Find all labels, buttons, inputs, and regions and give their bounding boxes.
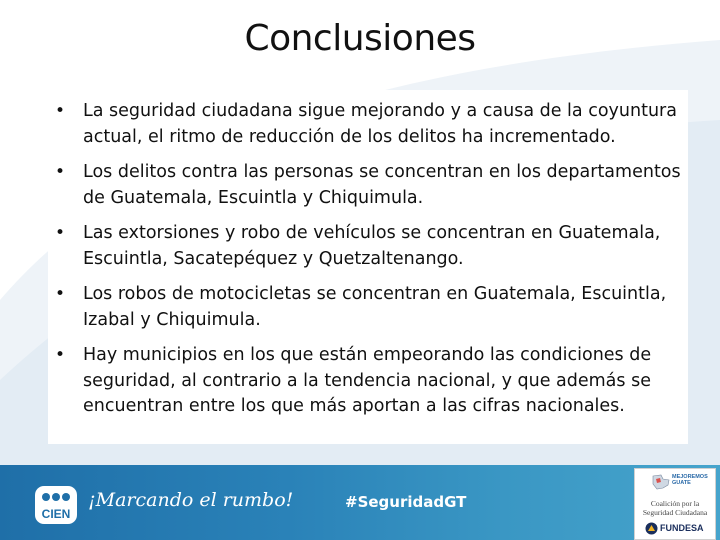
bullet-item xyxy=(52,343,682,420)
slogan: ¡Marcando el rumbo! xyxy=(88,489,294,511)
bullet-text: Los delitos contra las personas se concentran en los departamentos de Guatemala, Escuintla y Chiquimula. xyxy=(83,162,681,208)
bullet-dot: • xyxy=(55,101,66,121)
fundesa-logo xyxy=(645,522,713,536)
bullet-text: Las extorsiones y robo de vehículos se concentran en Guatemala, Escuintla, Sacatepéquez y Quetzaltenango. xyxy=(83,223,661,269)
bullet-item xyxy=(52,221,682,272)
bullet-dot: • xyxy=(55,345,66,365)
cien-logo-text: CIEN xyxy=(41,507,71,521)
guatemala-map-icon xyxy=(651,474,671,490)
cien-logo xyxy=(34,485,78,525)
hashtag: #SeguridadGT xyxy=(345,493,467,511)
bullet-text: Los robos de motocicletas se concentran en Guatemala, Escuintla, Izabal y Chiquimula. xyxy=(83,284,667,330)
bullet-text: La seguridad ciudadana sigue mejorando y a causa de la coyuntura actual, el ritmo de reducción de los delitos ha incrementado. xyxy=(83,101,677,147)
bullet-text: Hay municipios en los que están empeorando las condiciones de seguridad, al contrario a la tendencia nacional, y que además se encuentran entre los que más aportan a las cifras nacionales. xyxy=(83,345,652,416)
fundesa-label: FUNDESA xyxy=(660,523,704,533)
footer-bar xyxy=(0,465,720,540)
bullet-dot: • xyxy=(55,223,66,243)
bullet-list xyxy=(52,99,682,430)
bullet-item xyxy=(52,282,682,333)
coalicion-text: Coalición por la Seguridad Ciudadana xyxy=(642,499,708,517)
bullet-dot: • xyxy=(55,284,66,304)
partner-logos xyxy=(634,468,716,540)
bullet-item xyxy=(52,99,682,150)
bullet-item xyxy=(52,160,682,211)
fundesa-emblem-icon xyxy=(645,522,658,535)
mejoremos-guate-logo: MEJOREMOS GUATE xyxy=(672,474,708,486)
slide-title: Conclusiones xyxy=(244,18,476,59)
bullet-dot: • xyxy=(55,162,66,182)
